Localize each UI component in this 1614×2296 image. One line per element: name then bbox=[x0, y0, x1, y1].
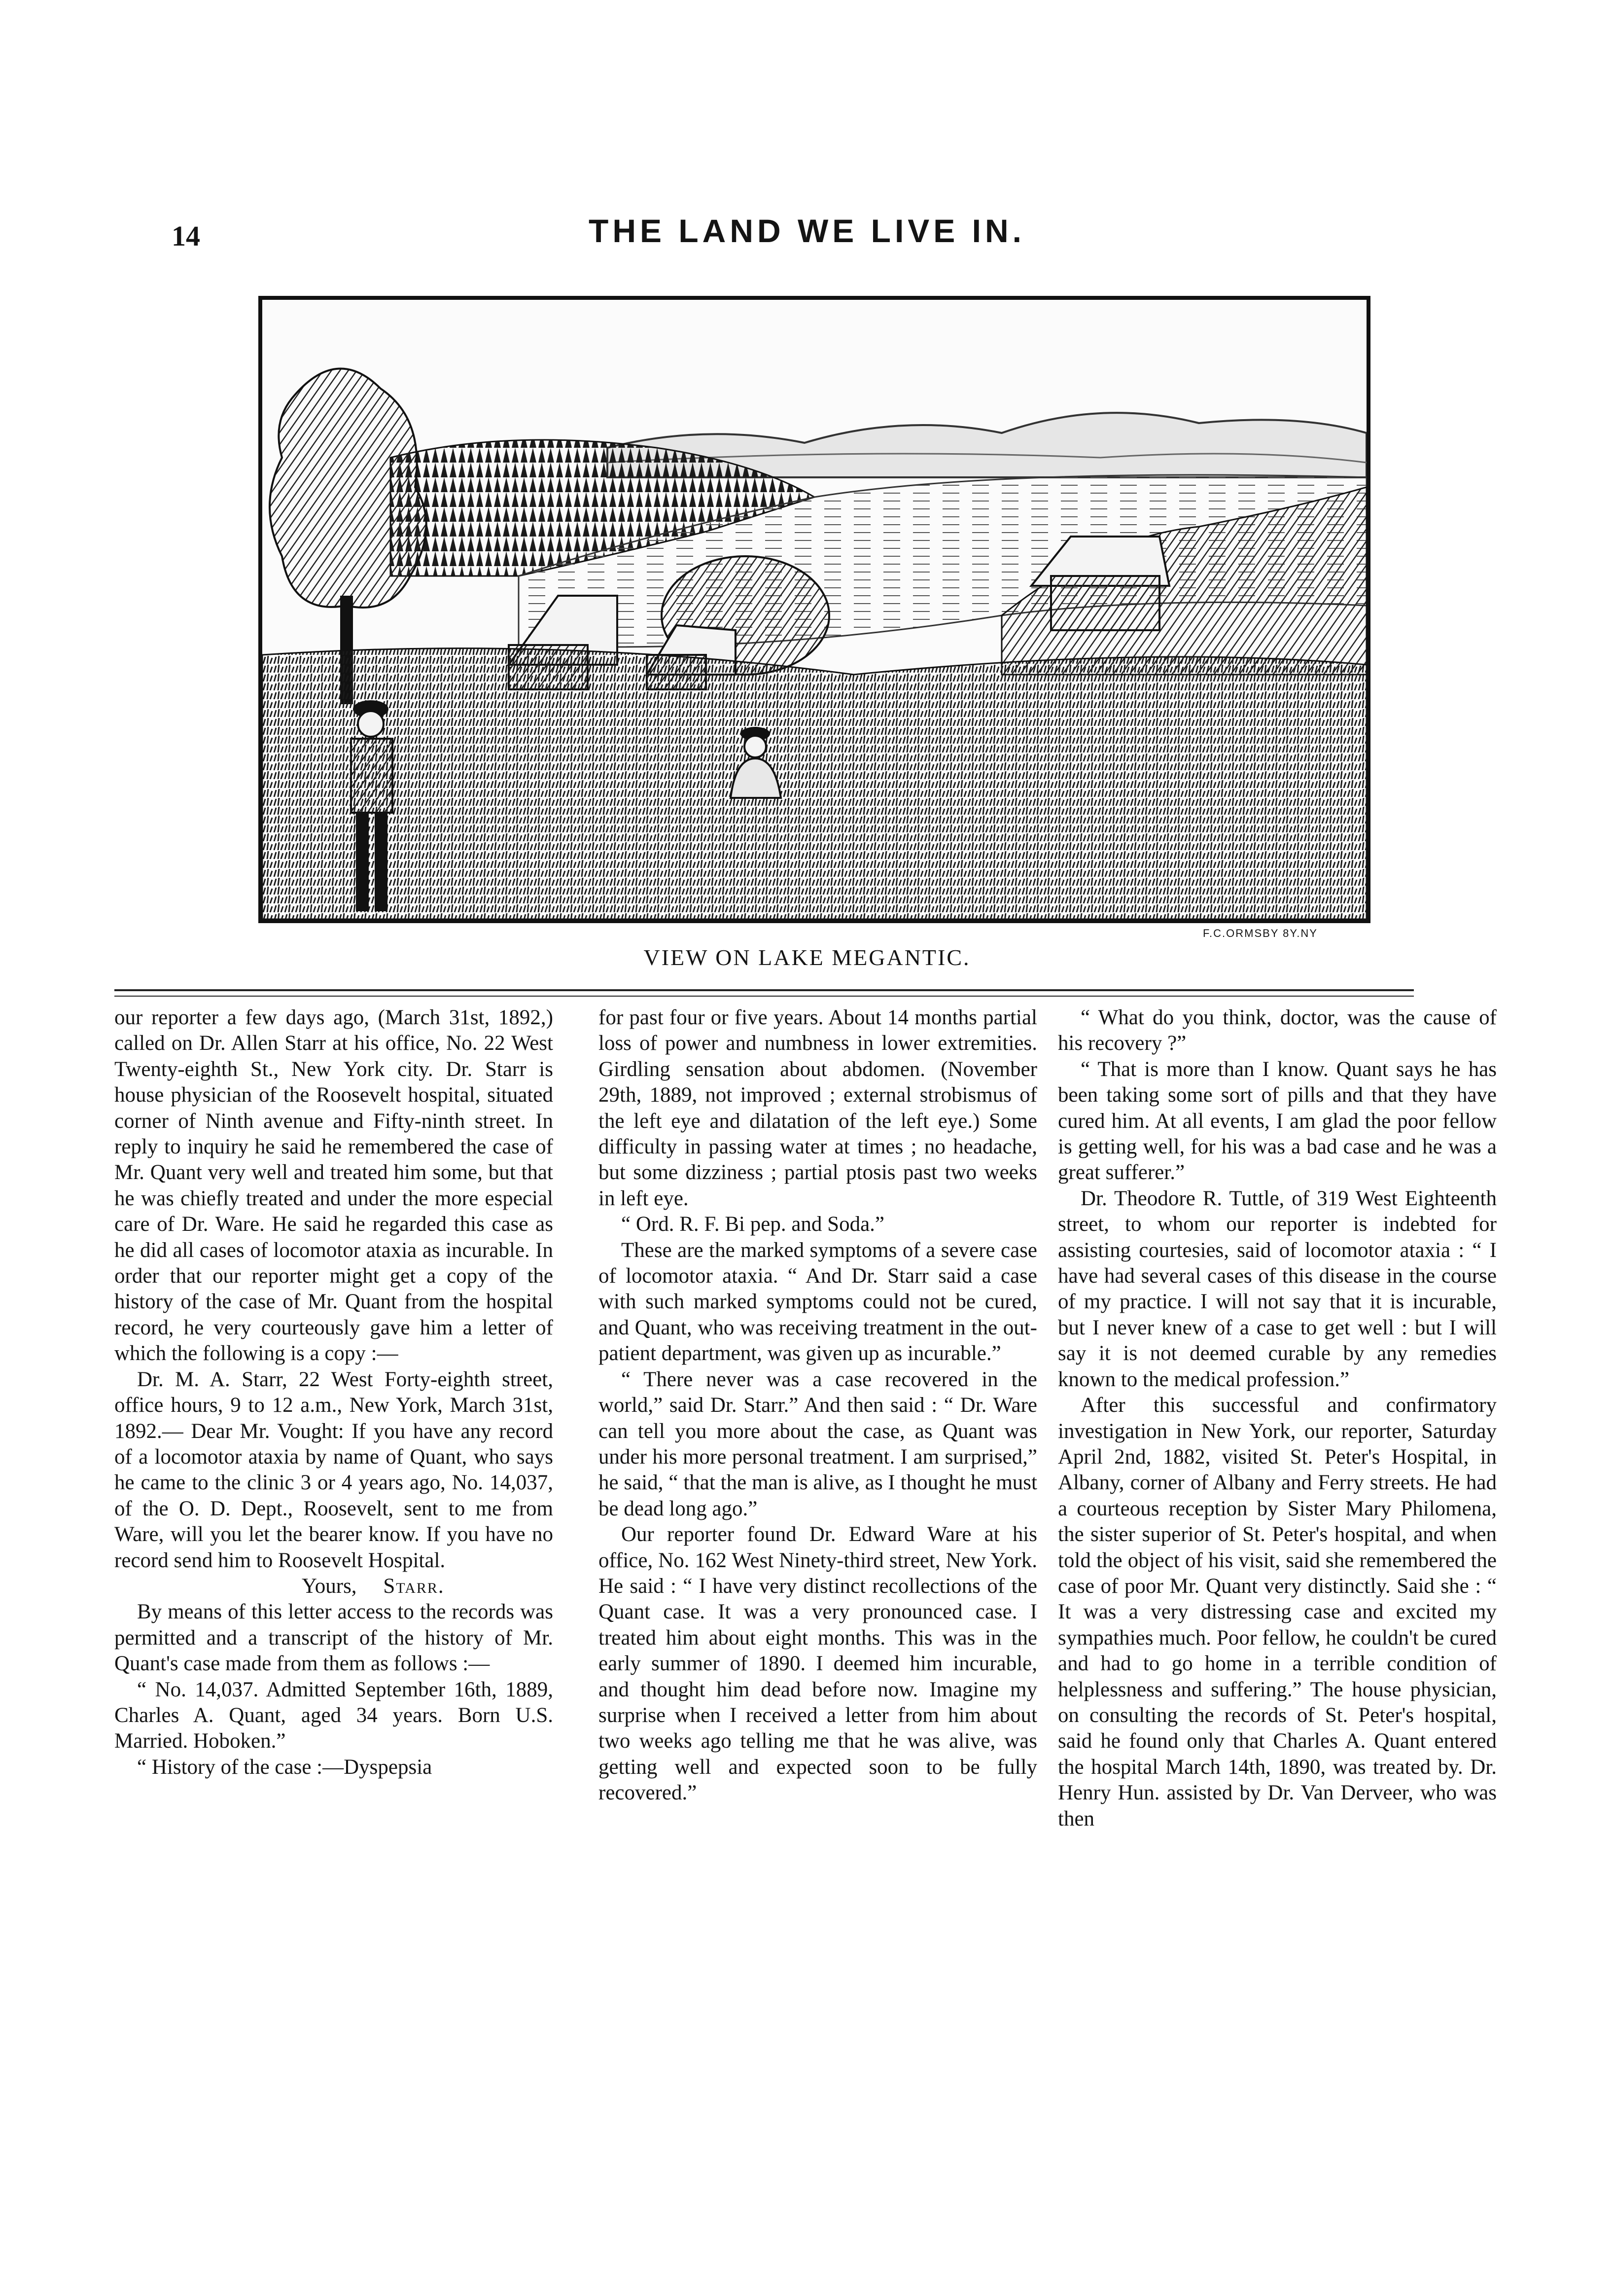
letter-closing bbox=[114, 1574, 553, 1599]
paragraph: “ What do you think, doctor, was the cause of his recovery ?” bbox=[1058, 1006, 1497, 1055]
rule-top bbox=[114, 989, 1414, 991]
article-column-2 bbox=[598, 1005, 1037, 1806]
page-number: 14 bbox=[172, 220, 200, 252]
paragraph: By means of this letter access to the records was permitted and a transcript of the history of Mr. Quant's case made from them as follows :— bbox=[114, 1600, 553, 1676]
paragraph: “ That is more than I know. Quant says he has been taking some sort of pills and that they have cured him. At all events, I am glad the poor fellow is getting well, for his was a bad case and he was a great sufferer.” bbox=[1058, 1057, 1497, 1184]
paragraph: our reporter a few days ago, (March 31st, 1892,) called on Dr. Allen Starr at his office, No. 22 West Twenty-eighth St., New York city. Dr. Starr is house physician of the Roosevelt hospital, situated corner of Ninth avenue and Fifty-ninth street. In reply to inquiry he said he remembered the case of Mr. Quant very well and treated him some, but that he was chiefly treated and under the more especial care of Dr. Ware. He said he regarded this case as he did all cases of locomotor ataxia as incurable. In order that our reporter might get a copy of the history of the case of Mr. Quant from the hospital record, he very courteously gave him a letter of which the following is a copy :— bbox=[114, 1006, 553, 1365]
paragraph: After this successful and confirmatory investigation in New York, our reporter, Saturday April 2nd, 1882, visited St. Peter's Hospital, in Albany, corner of Albany and Ferry streets. He had a courteous reception by Sister Mary Philomena, the sister superior of St. Peter's hospital, and when told the object of his visit, said she remembered the case of poor Mr. Quant very distinctly. Said she : “ It was a very distressing case and excited my sympathies much. Poor fellow, he couldn't be cured and had to go home in a terrible condition of helplessness and suffering.” The house physician, on consulting the records of St. Peter's hospital, said he found only that Charles A. Quant entered the hospital March 14th, 1890, was treated by. Dr. Henry Hun. assisted by Dr. Van Derveer, who was then bbox=[1058, 1394, 1497, 1830]
paragraph: for past four or five years. About 14 months partial loss of power and numbness in lower extremities. Girdling sensation about abdomen. (November 29th, 1889, not improved ; external strobismus of the left eye and dilatation of the left eye.) Some difficulty in passing water at times ; no headache, but some dizziness ; partial ptosis past two weeks in left eye. bbox=[598, 1006, 1037, 1210]
paragraph: Dr. Theodore R. Tuttle, of 319 West Eighteenth street, to whom our reporter is indebted for assisting courtesies, said of locomotor ataxia : “ I have had several cases of this disease in the course of my practice. I will not say that it is incurable, but I never knew of a case to get well : but I will say it is not deemed curable by any remedies known to the medical profession.” bbox=[1058, 1186, 1497, 1391]
illustration-caption: VIEW ON LAKE MEGANTIC. bbox=[643, 945, 971, 970]
closing-name: Starr. bbox=[383, 1574, 445, 1598]
paragraph: These are the marked symptoms of a severe case of locomotor ataxia. “ And Dr. Starr said a case with such marked symptoms could not be cured, and Quant, who was receiving treatment in the out-patient department, was given up as incurable.” bbox=[598, 1238, 1037, 1365]
engraver-signature: F.C.ORMSBY 8Y.NY bbox=[1203, 927, 1318, 939]
paragraph: “ No. 14,037. Admitted September 16th, 1889, Charles A. Quant, aged 34 years. Born U.S. Married. Hoboken.” bbox=[114, 1678, 553, 1753]
article-column-1 bbox=[114, 1005, 553, 1780]
lake-megantic-engraving bbox=[258, 296, 1370, 923]
paragraph: “ There never was a case recovered in the world,” said Dr. Starr.” And then said : “ Dr. Ware can tell you more about the case, as Quant was under his more personal treatment. I am surprised,” he said, “ that the man is alive, as I thought he must be dead long ago.” bbox=[598, 1367, 1037, 1520]
running-title: THE LAND WE LIVE IN. bbox=[589, 213, 1025, 249]
paragraph: “ Ord. R. F. Bi pep. and Soda.” bbox=[621, 1213, 884, 1236]
paragraph: Our reporter found Dr. Edward Ware at his office, No. 162 West Ninety-third street, New York. He said : “ I have very distinct recollections of the Quant case. It was a very pronounced case. I treated him about eight months. This was in the early summer of 1890. I deemed him incurable, and thought him dead before now. Imagine my surprise when I received a letter from him about two weeks ago telling me that he was alive, was getting well and expected soon to be fully recovered.” bbox=[598, 1523, 1037, 1805]
article-column-3 bbox=[1058, 1005, 1497, 1832]
rule-bottom bbox=[114, 996, 1414, 997]
paragraph: Dr. M. A. Starr, 22 West Forty-eighth street, office hours, 9 to 12 a.m., New York, March 31st, 1892.— Dear Mr. Vought: If you have any record of a locomotor ataxia by name of Quant, who says he came to the clinic 3 or 4 years ago, No. 14,037, of the O. D. Dept., Roosevelt, sent to me from Ware, will you let the bearer know. If you have no record send him to Roosevelt Hospital. bbox=[114, 1367, 553, 1572]
closing-yours: Yours, bbox=[302, 1574, 357, 1598]
paragraph: “ History of the case :—Dyspepsia bbox=[137, 1755, 432, 1779]
